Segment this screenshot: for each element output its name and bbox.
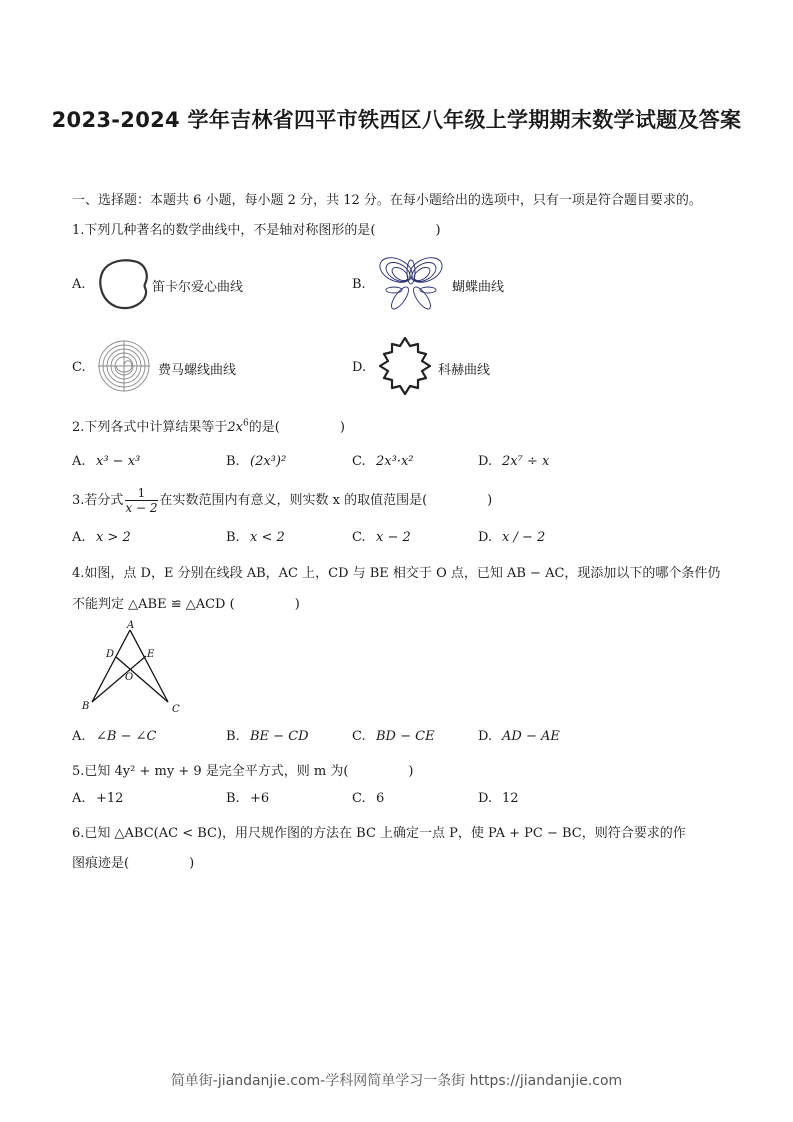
butterfly-curve-icon	[376, 254, 446, 312]
fermat-spiral-icon	[96, 339, 152, 393]
option-label: C.	[352, 530, 366, 545]
question-6-text: 图痕迹是(	[72, 856, 130, 871]
question-6-stem-line1: 6.已知 △ABC(AC < BC)，用尺规作图的方法在 BC 上确定一点 P，使 PA + PC − BC，则符合要求的作	[72, 826, 686, 841]
option-label: B.	[226, 454, 240, 469]
answer-paren-close: )	[487, 493, 493, 508]
option-text: AD − AE	[502, 729, 560, 744]
triangle-figure	[72, 620, 192, 715]
option-text: +6	[250, 791, 270, 806]
option-text: 2x⁷ ÷ x	[502, 454, 550, 469]
question-4-text: 不能判定 △ABE ≌ △ACD (	[72, 597, 235, 612]
q3-option-a	[72, 530, 131, 545]
q3-option-d	[478, 530, 545, 545]
option-text: (2x³)²	[250, 454, 287, 469]
fraction-numerator: 1	[125, 486, 157, 501]
option-text: x − 2	[376, 530, 411, 545]
q1-option-b-text: 蝴蝶曲线	[452, 280, 505, 295]
option-label: C.	[352, 791, 366, 806]
q1-option-b-label: B.	[352, 277, 366, 292]
q2-option-d	[478, 454, 549, 469]
cardioid-curve-icon	[97, 257, 153, 311]
option-label: D.	[478, 791, 493, 806]
question-2-math: 2x	[227, 420, 244, 435]
footer-watermark: 简单街-jiandanjie.com-学科网简单学习一条街 https://jiandanjie.com	[170, 1073, 623, 1089]
option-text: x³ − x³	[96, 454, 141, 469]
page-title: 2023-2024 学年吉林省四平市铁西区八年级上学期期末数学试题及答案	[51, 108, 742, 132]
question-5-stem	[72, 760, 414, 779]
option-text: 2x³·x²	[376, 454, 414, 469]
answer-paren-close: )	[408, 764, 414, 779]
option-label: C.	[352, 454, 366, 469]
option-text: 6	[376, 791, 385, 806]
q4-option-d	[478, 729, 560, 744]
q3-option-b	[226, 530, 285, 545]
question-2-text: 2.下列各式中计算结果等于	[72, 420, 228, 435]
option-text: 12	[502, 791, 519, 806]
vertex-label-o: O	[125, 672, 134, 683]
q4-option-b	[226, 729, 309, 744]
question-6-stem-line2	[72, 852, 194, 871]
vertex-label-e: E	[147, 649, 155, 660]
option-label: B.	[226, 729, 240, 744]
answer-paren-close: )	[294, 597, 300, 612]
question-1-text: 1.下列几种著名的数学曲线中，不是轴对称图形的是(	[72, 223, 376, 238]
section-header: 一、选择题：本题共 6 小题，每小题 2 分，共 12 分。在每小题给出的选项中，只有一项是符合题目要求的。	[72, 193, 702, 208]
q1-option-d-label: D.	[352, 360, 367, 375]
q5-option-b	[226, 791, 269, 806]
question-2-text-post: 的是(	[248, 420, 280, 435]
q2-option-b	[226, 454, 286, 469]
option-label: A.	[72, 729, 86, 744]
option-label: B.	[226, 791, 240, 806]
question-1-stem	[72, 219, 441, 238]
vertex-label-a: A	[127, 620, 135, 631]
question-4-stem-line1: 4.如图，点 D，E 分别在线段 AB，AC 上，CD 与 BE 相交于 O 点，已知 AB − AC，现添加以下的哪个条件仍	[72, 566, 721, 581]
answer-paren-close: )	[435, 223, 441, 238]
q1-option-c-text: 费马螺线曲线	[158, 363, 237, 378]
answer-paren-close: )	[189, 856, 195, 871]
option-text: x < 2	[250, 530, 285, 545]
option-label: B.	[226, 530, 240, 545]
option-label: A.	[72, 530, 86, 545]
q3-option-c	[352, 530, 411, 545]
question-2-stem	[72, 416, 345, 435]
koch-snowflake-icon	[374, 336, 436, 396]
q5-option-c	[352, 791, 384, 806]
fraction	[125, 486, 157, 515]
q1-option-a-text: 笛卡尔爱心曲线	[152, 280, 244, 295]
option-label: A.	[72, 791, 86, 806]
question-4-stem-line2	[72, 593, 300, 612]
option-label: D.	[478, 454, 493, 469]
option-label: C.	[352, 729, 366, 744]
q1-option-c-label: C.	[72, 360, 86, 375]
question-3-text-post: 在实数范围内有意义，则实数 x 的取值范围是(	[159, 493, 428, 508]
question-5-text: 5.已知 4y² + my + 9 是完全平方式，则 m 为(	[72, 764, 349, 779]
option-text: BD − CE	[376, 729, 435, 744]
q1-option-d-text: 科赫曲线	[438, 363, 491, 378]
vertex-label-c: C	[172, 704, 180, 715]
option-text: ∠B − ∠C	[96, 729, 157, 744]
q2-option-c	[352, 454, 414, 469]
option-text: x > 2	[96, 530, 131, 545]
option-text: x / − 2	[502, 530, 546, 545]
question-2-exponent: 6	[243, 418, 249, 429]
q5-option-d	[478, 791, 519, 806]
fraction-denominator: x − 2	[125, 501, 158, 515]
q4-option-c	[352, 729, 435, 744]
q2-option-a	[72, 454, 140, 469]
option-label: D.	[478, 530, 493, 545]
option-label: A.	[72, 454, 86, 469]
question-3-text: 3.若分式	[72, 493, 124, 508]
answer-paren-close: )	[339, 420, 345, 435]
option-text: +12	[96, 791, 124, 806]
q5-option-a	[72, 791, 123, 806]
option-label: D.	[478, 729, 493, 744]
q4-option-a	[72, 729, 156, 744]
vertex-label-d: D	[106, 649, 115, 660]
option-text: BE − CD	[250, 729, 309, 744]
vertex-label-b: B	[82, 701, 90, 712]
question-3-stem	[72, 486, 492, 515]
q1-option-a-label: A.	[72, 277, 86, 292]
